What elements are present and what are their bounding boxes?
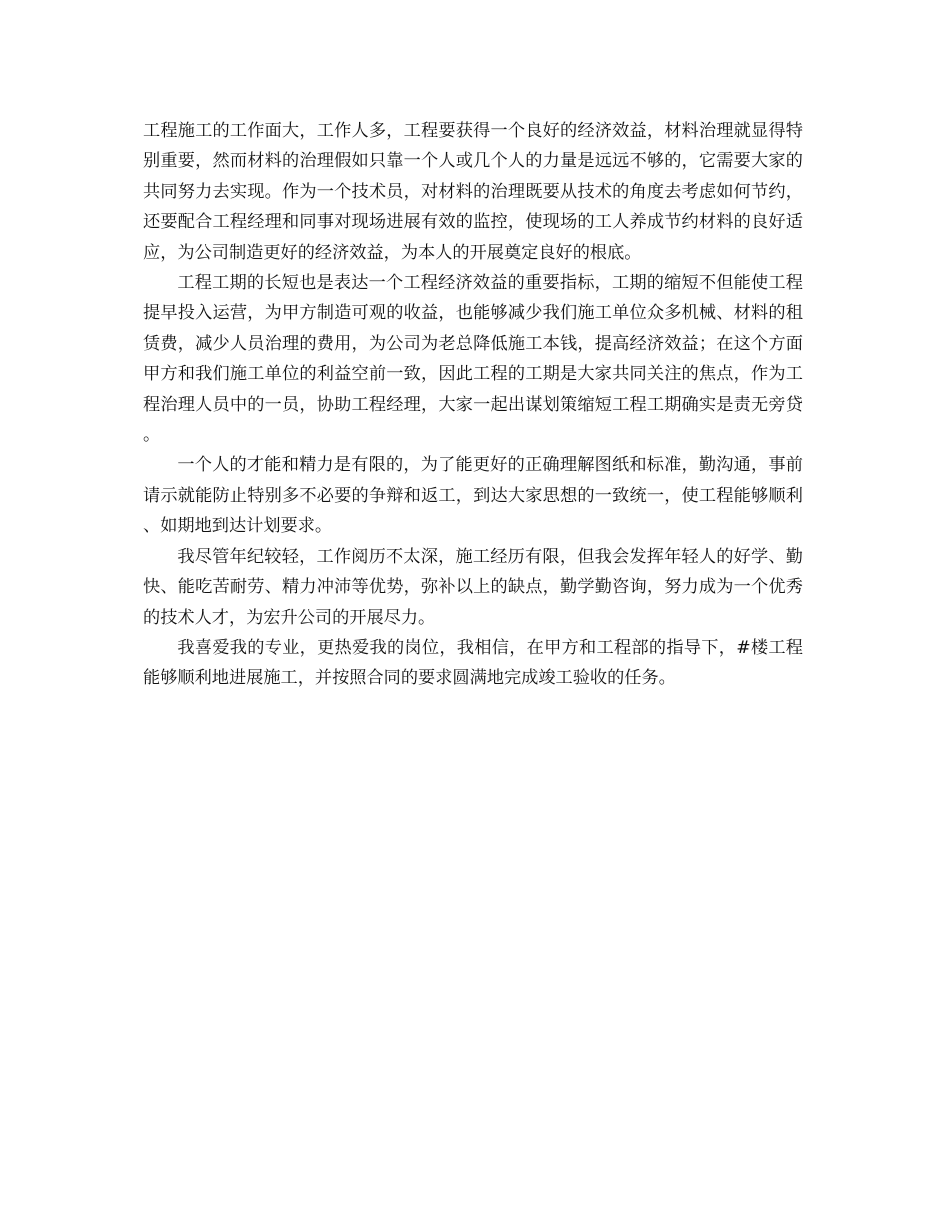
paragraph-conclusion: 我喜爱我的专业，更热爱我的岗位，我相信，在甲方和工程部的指导下，#楼工程能够顺利地进展施工，并按照合同的要求圆满地完成竣工验收的任务。 — [143, 637, 803, 689]
paragraph-self-improvement: 我尽管年纪较轻，工作阅历不太深，施工经历有限，但我会发挥年轻人的好学、勤快、能吃苦耐劳、精力冲沛等优势，弥补以上的缺点，勤学勤咨询，努力成为一个优秀的技术人才，为宏升公司的开展尽力。 — [143, 546, 803, 628]
paragraph-communication: 一个人的才能和精力是有限的，为了能更好的正确理解图纸和标准，勤沟通，事前请示就能防止特别多不必要的争辩和返工，到达大家思想的一致统一，使工程能够顺利、如期地到达计划要求。 — [143, 455, 803, 537]
paragraph-materials: 工程施工的工作面大，工作人多，工程要获得一个良好的经济效益，材料治理就显得特别重要，然而材料的治理假如只靠一个人或几个人的力量是远远不够的，它需要大家的共同努力去实现。作为一个技术员，对材料的治理既要从技术的角度去考虑如何节约，还要配合工程经理和同事对现场进展有效的监控，使现场的工人养成节约材料的良好适应，为公司制造更好的经济效益，为本人的开展奠定良好的根底。 — [143, 121, 803, 263]
document-body — [143, 116, 803, 694]
paragraph-schedule: 工程工期的长短也是表达一个工程经济效益的重要指标，工期的缩短不但能使工程提早投入运营，为甲方制造可观的收益，也能够减少我们施工单位众多机械、材料的租赁费，减少人员治理的费用，为公司为老总降低施工本钱，提高经济效益；在这个方面甲方和我们施工单位的利益空前一致，因此工程的工期是大家共同关注的焦点，作为工程治理人员中的一员，协助工程经理，大家一起出谋划策缩短工程工期确实是责无旁贷。 — [143, 273, 803, 446]
